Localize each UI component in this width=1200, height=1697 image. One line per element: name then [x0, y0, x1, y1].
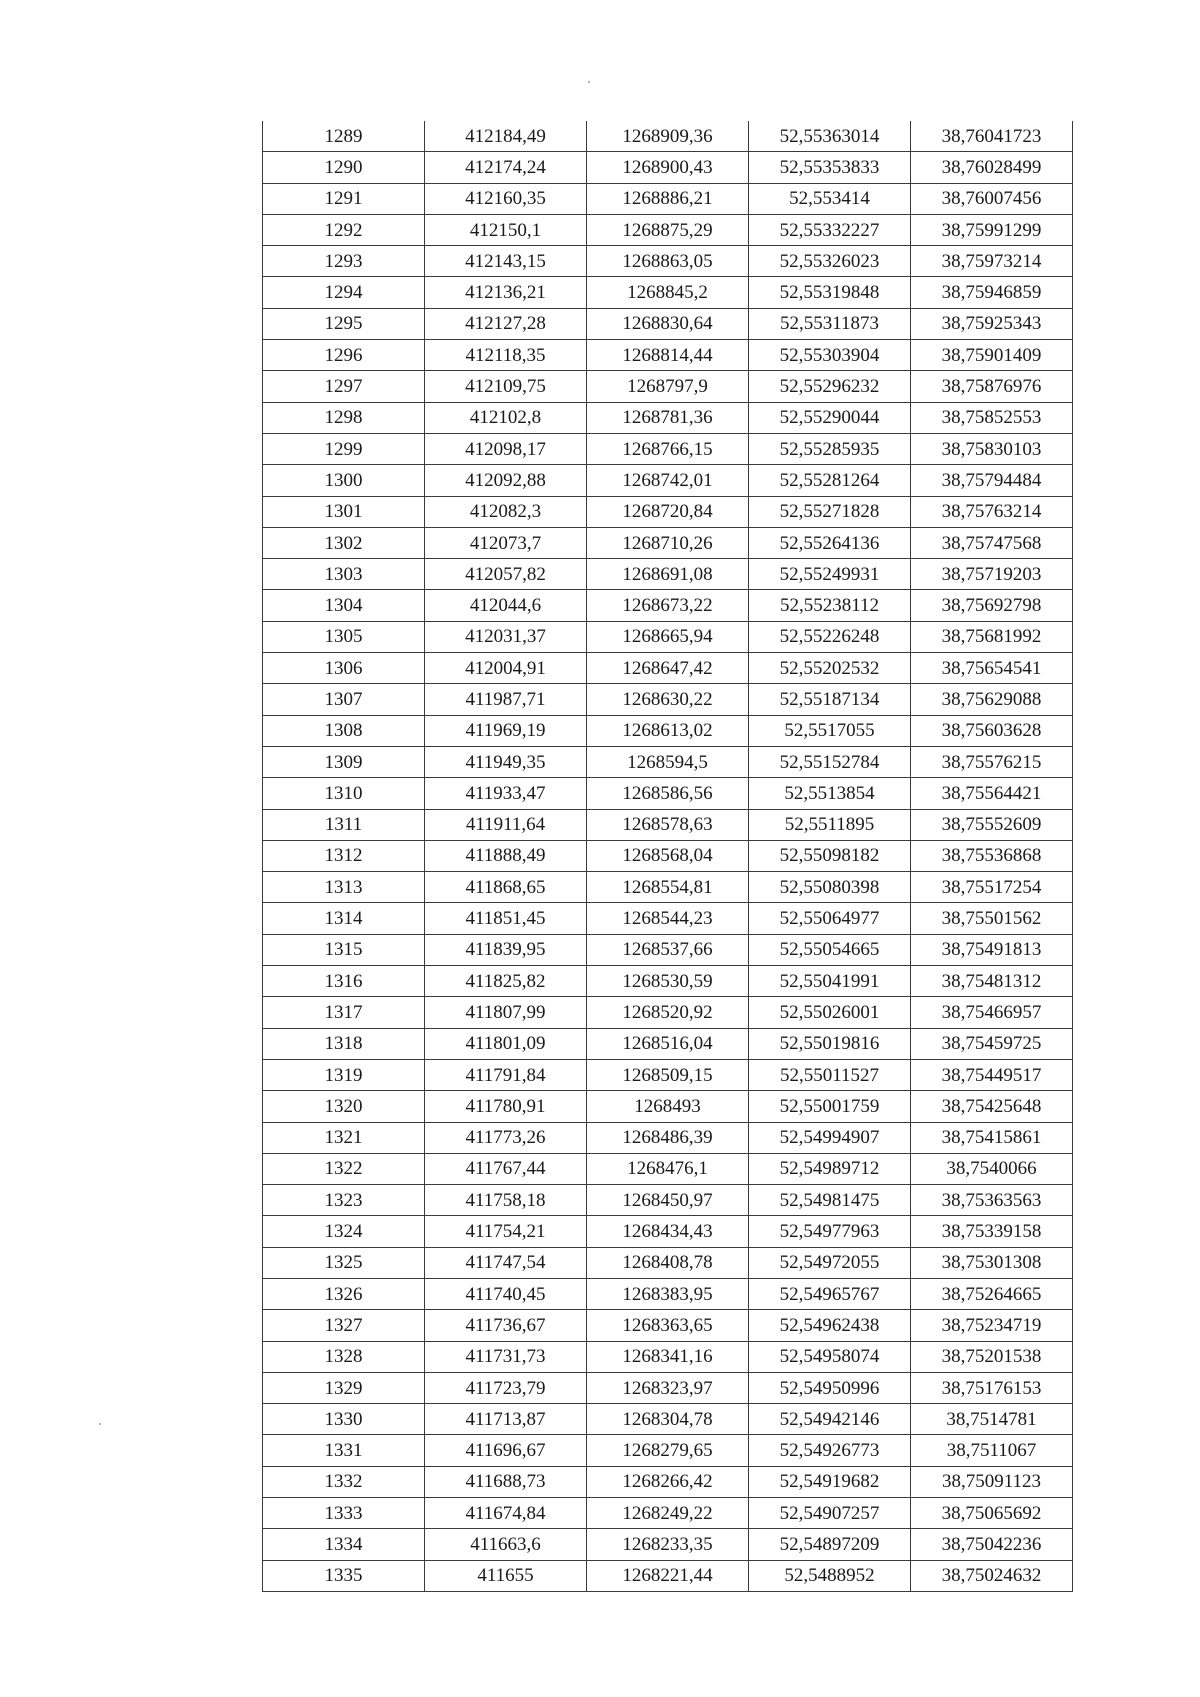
x-coordinate-cell: 412082,3	[425, 496, 587, 527]
longitude-cell: 38,75763214	[911, 496, 1073, 527]
latitude-cell: 52,55326023	[749, 246, 911, 277]
longitude-cell: 38,75552609	[911, 809, 1073, 840]
longitude-cell: 38,75425648	[911, 1091, 1073, 1122]
y-coordinate-cell: 1268304,78	[587, 1404, 749, 1435]
x-coordinate-cell: 411949,35	[425, 746, 587, 777]
longitude-cell: 38,75024632	[911, 1560, 1073, 1591]
x-coordinate-cell: 411933,47	[425, 778, 587, 809]
table-row	[263, 1185, 1073, 1216]
table-row	[263, 1529, 1073, 1560]
point-number-cell: 1312	[263, 840, 425, 871]
table-row	[263, 934, 1073, 965]
x-coordinate-cell: 411655	[425, 1560, 587, 1591]
point-number-cell: 1318	[263, 1028, 425, 1059]
y-coordinate-cell: 1268516,04	[587, 1028, 749, 1059]
y-coordinate-cell: 1268363,65	[587, 1310, 749, 1341]
y-coordinate-cell: 1268568,04	[587, 840, 749, 871]
y-coordinate-cell: 1268781,36	[587, 402, 749, 433]
latitude-cell: 52,55202532	[749, 653, 911, 684]
y-coordinate-cell: 1268233,35	[587, 1529, 749, 1560]
latitude-cell: 52,55285935	[749, 433, 911, 464]
point-number-cell: 1320	[263, 1091, 425, 1122]
x-coordinate-cell: 412143,15	[425, 246, 587, 277]
y-coordinate-cell: 1268886,21	[587, 183, 749, 214]
table-row	[263, 121, 1073, 152]
longitude-cell: 38,75042236	[911, 1529, 1073, 1560]
coordinates-table	[262, 121, 1073, 1592]
longitude-cell: 38,75517254	[911, 872, 1073, 903]
latitude-cell: 52,54994907	[749, 1122, 911, 1153]
x-coordinate-cell: 412057,82	[425, 559, 587, 590]
latitude-cell: 52,54942146	[749, 1404, 911, 1435]
longitude-cell: 38,75459725	[911, 1028, 1073, 1059]
latitude-cell: 52,55319848	[749, 277, 911, 308]
latitude-cell: 52,55264136	[749, 527, 911, 558]
point-number-cell: 1319	[263, 1059, 425, 1090]
latitude-cell: 52,55080398	[749, 872, 911, 903]
y-coordinate-cell: 1268279,65	[587, 1435, 749, 1466]
longitude-cell: 38,76041723	[911, 121, 1073, 152]
y-coordinate-cell: 1268875,29	[587, 214, 749, 245]
x-coordinate-cell: 412004,91	[425, 653, 587, 684]
point-number-cell: 1324	[263, 1216, 425, 1247]
x-coordinate-cell: 411723,79	[425, 1372, 587, 1403]
x-coordinate-cell: 411696,67	[425, 1435, 587, 1466]
latitude-cell: 52,54926773	[749, 1435, 911, 1466]
point-number-cell: 1316	[263, 966, 425, 997]
latitude-cell: 52,54972055	[749, 1247, 911, 1278]
coordinates-table-body	[263, 121, 1073, 1591]
table-row	[263, 1153, 1073, 1184]
longitude-cell: 38,75415861	[911, 1122, 1073, 1153]
longitude-cell: 38,75629088	[911, 684, 1073, 715]
latitude-cell: 52,54962438	[749, 1310, 911, 1341]
table-row	[263, 715, 1073, 746]
x-coordinate-cell: 411731,73	[425, 1341, 587, 1372]
latitude-cell: 52,54950996	[749, 1372, 911, 1403]
point-number-cell: 1330	[263, 1404, 425, 1435]
latitude-cell: 52,5488952	[749, 1560, 911, 1591]
latitude-cell: 52,54897209	[749, 1529, 911, 1560]
x-coordinate-cell: 412127,28	[425, 308, 587, 339]
longitude-cell: 38,75991299	[911, 214, 1073, 245]
y-coordinate-cell: 1268909,36	[587, 121, 749, 152]
longitude-cell: 38,75973214	[911, 246, 1073, 277]
latitude-cell: 52,55041991	[749, 966, 911, 997]
longitude-cell: 38,75901409	[911, 340, 1073, 371]
x-coordinate-cell: 411825,82	[425, 966, 587, 997]
point-number-cell: 1302	[263, 527, 425, 558]
table-row	[263, 872, 1073, 903]
table-row	[263, 1341, 1073, 1372]
x-coordinate-cell: 411674,84	[425, 1498, 587, 1529]
x-coordinate-cell: 411911,64	[425, 809, 587, 840]
longitude-cell: 38,75681992	[911, 621, 1073, 652]
table-row	[263, 809, 1073, 840]
x-coordinate-cell: 412098,17	[425, 433, 587, 464]
point-number-cell: 1310	[263, 778, 425, 809]
x-coordinate-cell: 412109,75	[425, 371, 587, 402]
latitude-cell: 52,5513854	[749, 778, 911, 809]
latitude-cell: 52,54965767	[749, 1278, 911, 1309]
table-row	[263, 433, 1073, 464]
x-coordinate-cell: 412073,7	[425, 527, 587, 558]
y-coordinate-cell: 1268520,92	[587, 997, 749, 1028]
longitude-cell: 38,75301308	[911, 1247, 1073, 1278]
point-number-cell: 1325	[263, 1247, 425, 1278]
x-coordinate-cell: 411747,54	[425, 1247, 587, 1278]
y-coordinate-cell: 1268578,63	[587, 809, 749, 840]
latitude-cell: 52,55011527	[749, 1059, 911, 1090]
longitude-cell: 38,75449517	[911, 1059, 1073, 1090]
latitude-cell: 52,5511895	[749, 809, 911, 840]
x-coordinate-cell: 411736,67	[425, 1310, 587, 1341]
table-row	[263, 340, 1073, 371]
table-row	[263, 1310, 1073, 1341]
y-coordinate-cell: 1268341,16	[587, 1341, 749, 1372]
table-row	[263, 621, 1073, 652]
table-row	[263, 778, 1073, 809]
point-number-cell: 1296	[263, 340, 425, 371]
table-row	[263, 903, 1073, 934]
table-row	[263, 496, 1073, 527]
longitude-cell: 38,75363563	[911, 1185, 1073, 1216]
latitude-cell: 52,54919682	[749, 1466, 911, 1497]
x-coordinate-cell: 411767,44	[425, 1153, 587, 1184]
latitude-cell: 52,55226248	[749, 621, 911, 652]
latitude-cell: 52,54958074	[749, 1341, 911, 1372]
table-row	[263, 1372, 1073, 1403]
table-row	[263, 966, 1073, 997]
longitude-cell: 38,75603628	[911, 715, 1073, 746]
y-coordinate-cell: 1268613,02	[587, 715, 749, 746]
table-row	[263, 840, 1073, 871]
x-coordinate-cell: 411663,6	[425, 1529, 587, 1560]
latitude-cell: 52,553414	[749, 183, 911, 214]
x-coordinate-cell: 412118,35	[425, 340, 587, 371]
y-coordinate-cell: 1268814,44	[587, 340, 749, 371]
longitude-cell: 38,75830103	[911, 433, 1073, 464]
point-number-cell: 1326	[263, 1278, 425, 1309]
x-coordinate-cell: 411773,26	[425, 1122, 587, 1153]
y-coordinate-cell: 1268434,43	[587, 1216, 749, 1247]
point-number-cell: 1314	[263, 903, 425, 934]
x-coordinate-cell: 412044,6	[425, 590, 587, 621]
point-number-cell: 1307	[263, 684, 425, 715]
table-row	[263, 152, 1073, 183]
x-coordinate-cell: 412150,1	[425, 214, 587, 245]
point-number-cell: 1298	[263, 402, 425, 433]
x-coordinate-cell: 411713,87	[425, 1404, 587, 1435]
x-coordinate-cell: 411969,19	[425, 715, 587, 746]
x-coordinate-cell: 412174,24	[425, 152, 587, 183]
point-number-cell: 1301	[263, 496, 425, 527]
latitude-cell: 52,55098182	[749, 840, 911, 871]
point-number-cell: 1327	[263, 1310, 425, 1341]
point-number-cell: 1291	[263, 183, 425, 214]
point-number-cell: 1297	[263, 371, 425, 402]
y-coordinate-cell: 1268530,59	[587, 966, 749, 997]
latitude-cell: 52,55311873	[749, 308, 911, 339]
table-row	[263, 1059, 1073, 1090]
y-coordinate-cell: 1268710,26	[587, 527, 749, 558]
table-row	[263, 590, 1073, 621]
latitude-cell: 52,54981475	[749, 1185, 911, 1216]
y-coordinate-cell: 1268766,15	[587, 433, 749, 464]
longitude-cell: 38,75065692	[911, 1498, 1073, 1529]
y-coordinate-cell: 1268266,42	[587, 1466, 749, 1497]
latitude-cell: 52,55296232	[749, 371, 911, 402]
longitude-cell: 38,75747568	[911, 527, 1073, 558]
point-number-cell: 1294	[263, 277, 425, 308]
point-number-cell: 1303	[263, 559, 425, 590]
point-number-cell: 1331	[263, 1435, 425, 1466]
table-row	[263, 1404, 1073, 1435]
point-number-cell: 1322	[263, 1153, 425, 1184]
longitude-cell: 38,75176153	[911, 1372, 1073, 1403]
longitude-cell: 38,76028499	[911, 152, 1073, 183]
table-row	[263, 1247, 1073, 1278]
y-coordinate-cell: 1268594,5	[587, 746, 749, 777]
point-number-cell: 1299	[263, 433, 425, 464]
x-coordinate-cell: 411688,73	[425, 1466, 587, 1497]
longitude-cell: 38,7540066	[911, 1153, 1073, 1184]
y-coordinate-cell: 1268720,84	[587, 496, 749, 527]
point-number-cell: 1289	[263, 121, 425, 152]
longitude-cell: 38,75536868	[911, 840, 1073, 871]
point-number-cell: 1309	[263, 746, 425, 777]
point-number-cell: 1328	[263, 1341, 425, 1372]
y-coordinate-cell: 1268450,97	[587, 1185, 749, 1216]
x-coordinate-cell: 411807,99	[425, 997, 587, 1028]
y-coordinate-cell: 1268554,81	[587, 872, 749, 903]
x-coordinate-cell: 412160,35	[425, 183, 587, 214]
longitude-cell: 38,75719203	[911, 559, 1073, 590]
point-number-cell: 1308	[263, 715, 425, 746]
table-row	[263, 1091, 1073, 1122]
point-number-cell: 1293	[263, 246, 425, 277]
x-coordinate-cell: 411758,18	[425, 1185, 587, 1216]
table-row	[263, 371, 1073, 402]
point-number-cell: 1313	[263, 872, 425, 903]
x-coordinate-cell: 411740,45	[425, 1278, 587, 1309]
longitude-cell: 38,75491813	[911, 934, 1073, 965]
table-row	[263, 246, 1073, 277]
x-coordinate-cell: 412184,49	[425, 121, 587, 152]
latitude-cell: 52,55281264	[749, 465, 911, 496]
table-row	[263, 1216, 1073, 1247]
y-coordinate-cell: 1268647,42	[587, 653, 749, 684]
x-coordinate-cell: 411791,84	[425, 1059, 587, 1090]
y-coordinate-cell: 1268586,56	[587, 778, 749, 809]
y-coordinate-cell: 1268691,08	[587, 559, 749, 590]
latitude-cell: 52,55363014	[749, 121, 911, 152]
point-number-cell: 1323	[263, 1185, 425, 1216]
longitude-cell: 38,75692798	[911, 590, 1073, 621]
latitude-cell: 52,55303904	[749, 340, 911, 371]
point-number-cell: 1295	[263, 308, 425, 339]
y-coordinate-cell: 1268665,94	[587, 621, 749, 652]
point-number-cell: 1311	[263, 809, 425, 840]
y-coordinate-cell: 1268493	[587, 1091, 749, 1122]
longitude-cell: 38,75852553	[911, 402, 1073, 433]
x-coordinate-cell: 412092,88	[425, 465, 587, 496]
point-number-cell: 1317	[263, 997, 425, 1028]
y-coordinate-cell: 1268323,97	[587, 1372, 749, 1403]
longitude-cell: 38,75501562	[911, 903, 1073, 934]
point-number-cell: 1335	[263, 1560, 425, 1591]
latitude-cell: 52,54977963	[749, 1216, 911, 1247]
point-number-cell: 1332	[263, 1466, 425, 1497]
longitude-cell: 38,75794484	[911, 465, 1073, 496]
y-coordinate-cell: 1268900,43	[587, 152, 749, 183]
table-row	[263, 746, 1073, 777]
table-row	[263, 1278, 1073, 1309]
latitude-cell: 52,55290044	[749, 402, 911, 433]
latitude-cell: 52,55064977	[749, 903, 911, 934]
longitude-cell: 38,7511067	[911, 1435, 1073, 1466]
y-coordinate-cell: 1268742,01	[587, 465, 749, 496]
latitude-cell: 52,5517055	[749, 715, 911, 746]
longitude-cell: 38,75564421	[911, 778, 1073, 809]
point-number-cell: 1300	[263, 465, 425, 496]
table-row	[263, 559, 1073, 590]
table-row	[263, 527, 1073, 558]
longitude-cell: 38,75264665	[911, 1278, 1073, 1309]
y-coordinate-cell: 1268537,66	[587, 934, 749, 965]
x-coordinate-cell: 412136,21	[425, 277, 587, 308]
table-row	[263, 183, 1073, 214]
x-coordinate-cell: 411839,95	[425, 934, 587, 965]
x-coordinate-cell: 411888,49	[425, 840, 587, 871]
table-row	[263, 684, 1073, 715]
table-row	[263, 1028, 1073, 1059]
longitude-cell: 38,75876976	[911, 371, 1073, 402]
y-coordinate-cell: 1268383,95	[587, 1278, 749, 1309]
longitude-cell: 38,76007456	[911, 183, 1073, 214]
y-coordinate-cell: 1268863,05	[587, 246, 749, 277]
point-number-cell: 1292	[263, 214, 425, 245]
latitude-cell: 52,55271828	[749, 496, 911, 527]
table-row	[263, 997, 1073, 1028]
point-number-cell: 1333	[263, 1498, 425, 1529]
x-coordinate-cell: 411868,65	[425, 872, 587, 903]
longitude-cell: 38,75946859	[911, 277, 1073, 308]
point-number-cell: 1305	[263, 621, 425, 652]
table-row	[263, 308, 1073, 339]
point-number-cell: 1334	[263, 1529, 425, 1560]
latitude-cell: 52,55001759	[749, 1091, 911, 1122]
latitude-cell: 52,55019816	[749, 1028, 911, 1059]
point-number-cell: 1321	[263, 1122, 425, 1153]
table-row	[263, 1560, 1073, 1591]
x-coordinate-cell: 411851,45	[425, 903, 587, 934]
point-number-cell: 1304	[263, 590, 425, 621]
table-row	[263, 465, 1073, 496]
point-number-cell: 1329	[263, 1372, 425, 1403]
latitude-cell: 52,55026001	[749, 997, 911, 1028]
y-coordinate-cell: 1268249,22	[587, 1498, 749, 1529]
longitude-cell: 38,7514781	[911, 1404, 1073, 1435]
y-coordinate-cell: 1268673,22	[587, 590, 749, 621]
y-coordinate-cell: 1268221,44	[587, 1560, 749, 1591]
longitude-cell: 38,75481312	[911, 966, 1073, 997]
table-row	[263, 277, 1073, 308]
x-coordinate-cell: 411780,91	[425, 1091, 587, 1122]
table-row	[263, 402, 1073, 433]
latitude-cell: 52,55332227	[749, 214, 911, 245]
x-coordinate-cell: 411801,09	[425, 1028, 587, 1059]
x-coordinate-cell: 412102,8	[425, 402, 587, 433]
latitude-cell: 52,55249931	[749, 559, 911, 590]
table-row	[263, 1122, 1073, 1153]
scan-artifact-dot	[588, 81, 590, 83]
x-coordinate-cell: 412031,37	[425, 621, 587, 652]
y-coordinate-cell: 1268486,39	[587, 1122, 749, 1153]
latitude-cell: 52,55353833	[749, 152, 911, 183]
y-coordinate-cell: 1268830,64	[587, 308, 749, 339]
latitude-cell: 52,54989712	[749, 1153, 911, 1184]
table-row	[263, 1498, 1073, 1529]
longitude-cell: 38,75091123	[911, 1466, 1073, 1497]
latitude-cell: 52,55152784	[749, 746, 911, 777]
longitude-cell: 38,75576215	[911, 746, 1073, 777]
y-coordinate-cell: 1268544,23	[587, 903, 749, 934]
table-row	[263, 1466, 1073, 1497]
table-row	[263, 1435, 1073, 1466]
latitude-cell: 52,55054665	[749, 934, 911, 965]
y-coordinate-cell: 1268797,9	[587, 371, 749, 402]
latitude-cell: 52,55187134	[749, 684, 911, 715]
latitude-cell: 52,55238112	[749, 590, 911, 621]
x-coordinate-cell: 411987,71	[425, 684, 587, 715]
longitude-cell: 38,75654541	[911, 653, 1073, 684]
y-coordinate-cell: 1268845,2	[587, 277, 749, 308]
longitude-cell: 38,75339158	[911, 1216, 1073, 1247]
table-row	[263, 214, 1073, 245]
y-coordinate-cell: 1268509,15	[587, 1059, 749, 1090]
point-number-cell: 1315	[263, 934, 425, 965]
scan-artifact-dot	[99, 1423, 101, 1425]
y-coordinate-cell: 1268476,1	[587, 1153, 749, 1184]
table-row	[263, 653, 1073, 684]
x-coordinate-cell: 411754,21	[425, 1216, 587, 1247]
point-number-cell: 1306	[263, 653, 425, 684]
y-coordinate-cell: 1268630,22	[587, 684, 749, 715]
longitude-cell: 38,75234719	[911, 1310, 1073, 1341]
longitude-cell: 38,75925343	[911, 308, 1073, 339]
y-coordinate-cell: 1268408,78	[587, 1247, 749, 1278]
longitude-cell: 38,75201538	[911, 1341, 1073, 1372]
longitude-cell: 38,75466957	[911, 997, 1073, 1028]
latitude-cell: 52,54907257	[749, 1498, 911, 1529]
point-number-cell: 1290	[263, 152, 425, 183]
